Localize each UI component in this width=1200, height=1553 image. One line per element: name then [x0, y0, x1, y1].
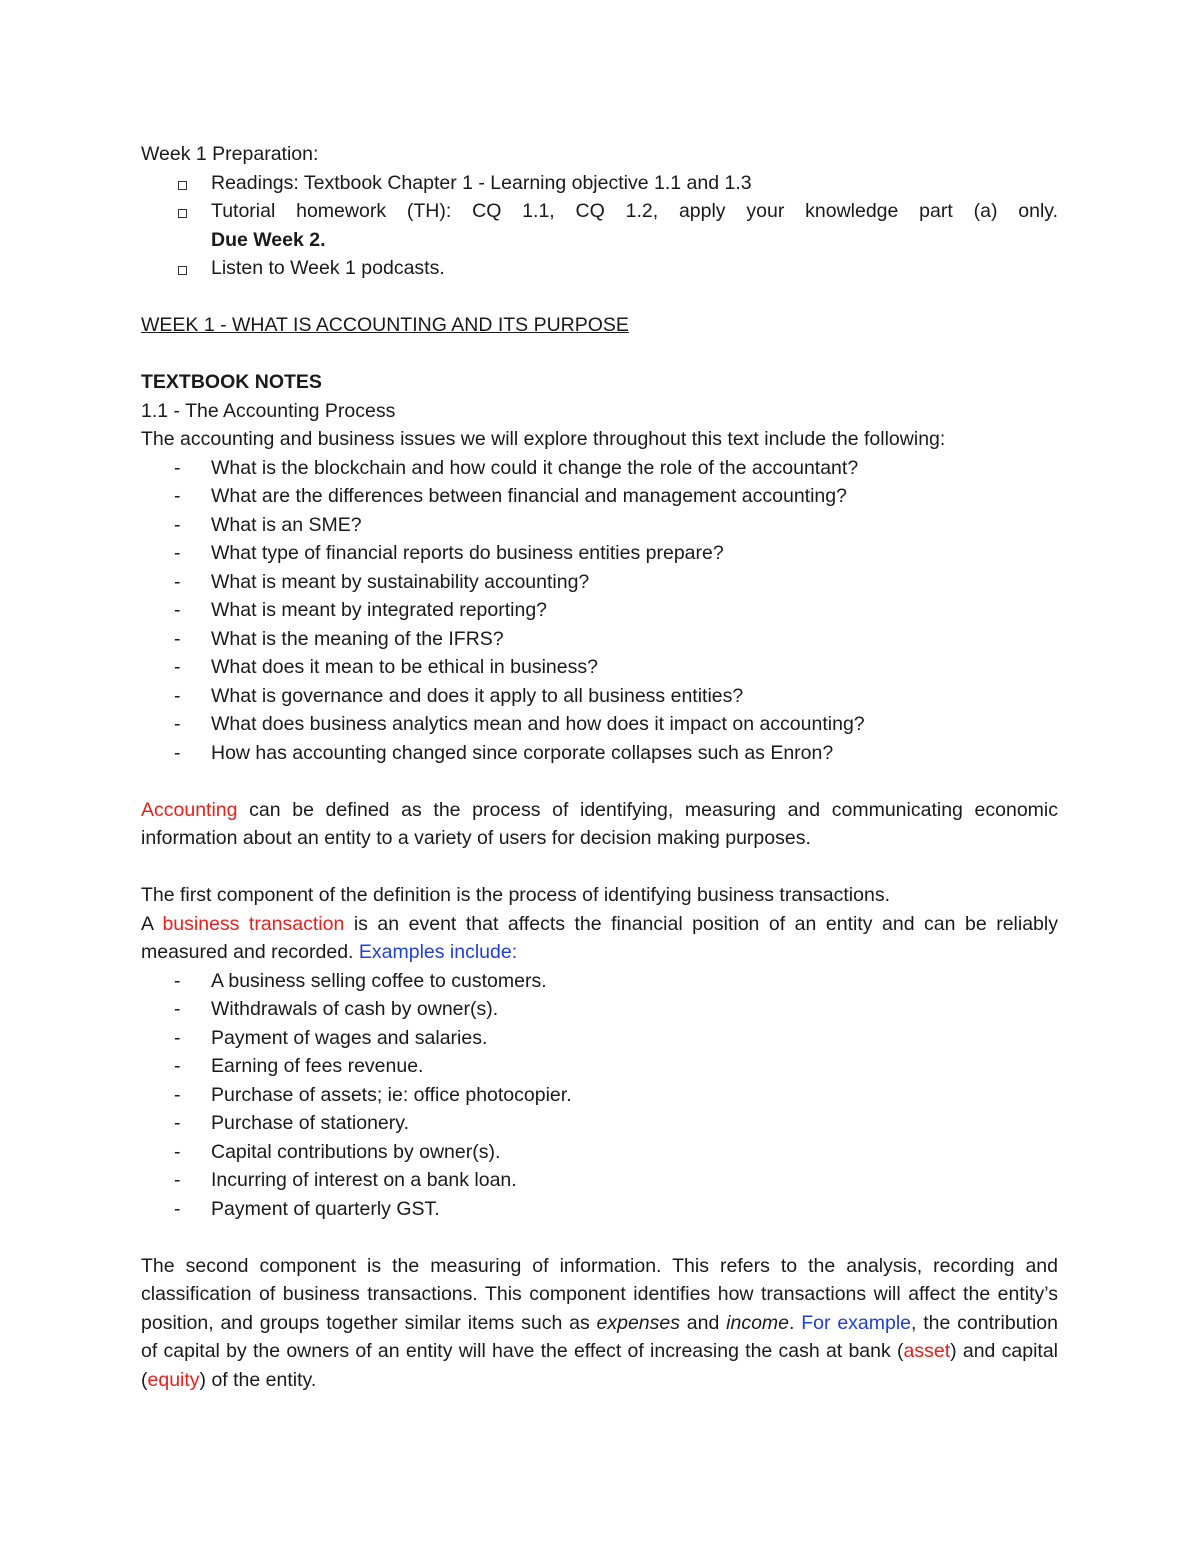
dash-bullet-icon: -	[174, 1140, 181, 1163]
issue-item: - What is governance and does it apply to all business entities?	[141, 682, 1058, 711]
dash-bullet-icon: -	[174, 456, 181, 479]
issue-item: - What type of financial reports do business entities prepare?	[141, 539, 1058, 568]
example-item: - Payment of quarterly GST.	[141, 1195, 1058, 1224]
dash-bullet-icon: -	[174, 713, 181, 735]
term-accounting: Accounting	[141, 798, 238, 821]
dash-bullet-icon: -	[174, 741, 181, 764]
prep-item: Listen to Week 1 podcasts.	[141, 254, 1058, 283]
issue-item: - What is an SME?	[141, 511, 1058, 540]
issue-item: - What is the meaning of the IFRS?	[141, 625, 1058, 654]
dash-bullet-icon: -	[174, 656, 181, 678]
term-asset: asset	[903, 1340, 951, 1362]
prep-item	[141, 197, 1058, 254]
checkbox-bullet-icon	[178, 254, 187, 283]
example-item: - Capital contributions by owner(s).	[141, 1138, 1058, 1167]
second-component-paragraph: The second component is the measuring of information. This refers to the analysis, recording and classification of business transactions. This component identifies how transactions will affect the entity’s position, and groups together similar items such as expenses and income. For example, the contribution of capital by the owners of an entity will have the effect of increasing the cash at bank (asset) and capital (equity) of the entity.	[141, 1254, 1058, 1391]
issue-item: - How has accounting changed since corporate collapses such as Enron?	[141, 739, 1058, 768]
notes-subheading: 1.1 - The Accounting Process	[141, 399, 396, 422]
notes-heading: TEXTBOOK NOTES	[141, 371, 322, 393]
checkbox-bullet-icon	[178, 169, 187, 198]
dash-bullet-icon: -	[174, 1083, 181, 1106]
dash-bullet-icon: -	[174, 1197, 181, 1220]
definition-paragraph: Accounting can be defined as the process of identifying, measuring and communicating economic information about an entity to a variety of users for decision making purposes.	[141, 798, 1058, 849]
examples-list	[141, 967, 1058, 1224]
example-item: - Purchase of stationery.	[141, 1109, 1058, 1138]
term-business-transaction: business transaction	[162, 912, 345, 935]
checkbox-bullet-icon	[178, 197, 187, 226]
issue-item: - What does business analytics mean and how does it impact on accounting?	[141, 710, 1058, 739]
dash-bullet-icon: -	[174, 1112, 181, 1134]
for-example-label: For example	[801, 1311, 912, 1334]
first-component-sentence: The first component of the definition is the process of identifying business transactions.	[141, 884, 890, 906]
term-equity: equity	[147, 1368, 200, 1391]
dash-bullet-icon: -	[174, 542, 181, 564]
example-item: - A business selling coffee to customers.	[141, 967, 1058, 996]
dash-bullet-icon: -	[174, 599, 181, 621]
transaction-paragraph: A business transaction is an event that affects the financial position of an entity and can be reliably measured and recorded. Examples include:	[141, 912, 1058, 963]
prep-item: Readings: Textbook Chapter 1 - Learning objective 1.1 and 1.3	[141, 169, 1058, 198]
issue-item: - What is meant by integrated reporting?	[141, 596, 1058, 625]
notes-intro: The accounting and business issues we will explore throughout this text include the following:	[141, 428, 946, 450]
issue-item: - What are the differences between financial and management accounting?	[141, 482, 1058, 511]
example-item: - Withdrawals of cash by owner(s).	[141, 995, 1058, 1024]
due-date: Due Week 2.	[211, 228, 326, 251]
week-title: WEEK 1 - WHAT IS ACCOUNTING AND ITS PURPOSE	[141, 314, 629, 336]
example-item: - Purchase of assets; ie: office photocopier.	[141, 1081, 1058, 1110]
dash-bullet-icon: -	[174, 684, 181, 707]
examples-label: Examples include:	[358, 941, 518, 963]
dash-bullet-icon: -	[174, 513, 181, 536]
dash-bullet-icon: -	[174, 1055, 181, 1077]
issue-item: - What is meant by sustainability accounting?	[141, 568, 1058, 597]
example-item: - Incurring of interest on a bank loan.	[141, 1166, 1058, 1195]
dash-bullet-icon: -	[174, 998, 181, 1020]
example-item: - Earning of fees revenue.	[141, 1052, 1058, 1081]
dash-bullet-icon: -	[174, 969, 181, 992]
dash-bullet-icon: -	[174, 1169, 181, 1191]
issue-item: - What is the blockchain and how could it change the role of the accountant?	[141, 454, 1058, 483]
dash-bullet-icon: -	[174, 1026, 181, 1049]
example-item: - Payment of wages and salaries.	[141, 1024, 1058, 1053]
issue-item: - What does it mean to be ethical in business?	[141, 653, 1058, 682]
dash-bullet-icon: -	[174, 485, 181, 507]
dash-bullet-icon: -	[174, 627, 181, 650]
issues-list	[141, 454, 1058, 768]
prep-heading: Week 1 Preparation:	[141, 143, 319, 165]
dash-bullet-icon: -	[174, 570, 181, 593]
prep-item-text: Tutorial homework (TH): CQ 1.1, CQ 1.2, apply your knowledge part (a) only.	[211, 200, 1058, 222]
document-body	[141, 140, 1058, 1394]
